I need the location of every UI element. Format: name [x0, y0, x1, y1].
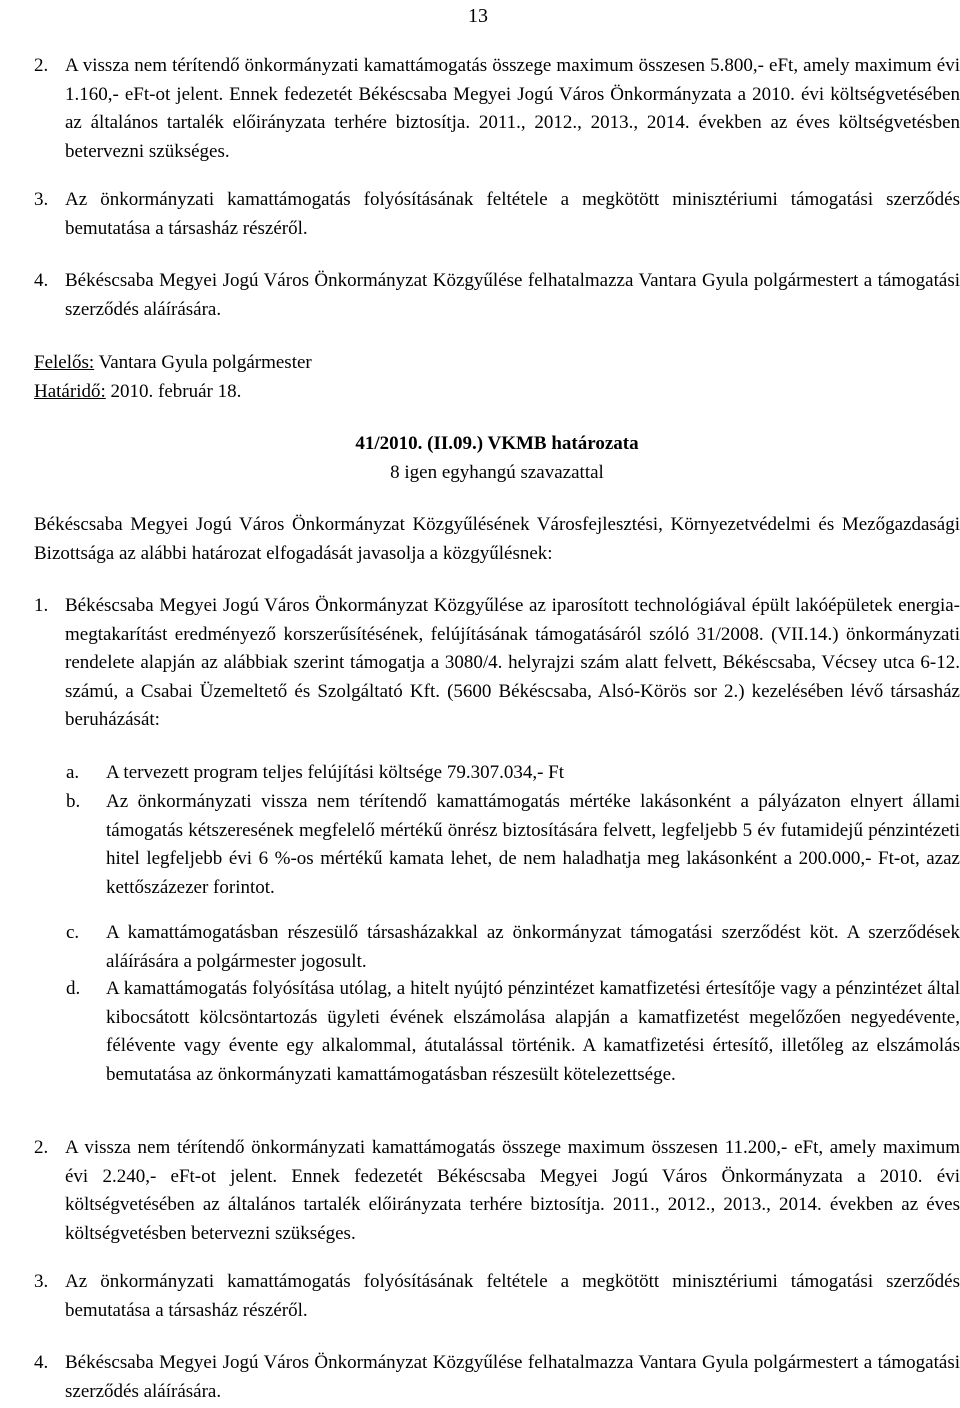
- sub-item-letter: d.: [66, 978, 81, 999]
- responsible-line: [34, 349, 312, 378]
- resolution-item-2: [34, 1134, 960, 1248]
- sub-item-a: [66, 759, 960, 788]
- list-item-number: 1.: [34, 595, 49, 616]
- list-item-4: [34, 267, 960, 324]
- list-item-number: 2.: [34, 1137, 49, 1158]
- sub-item-text: A kamattámogatás folyósítása utólag, a hitelt nyújtó pénzintézet kamatfizetési értesítője vagy a pénzintézet által kibocsátott kölcsöntartozás ügyleti évének elszámolása alapján a kamatfizetést megelőzően negyedévente, félévente vagy évente egy alkalommal, átutalással történik. A kamatfizetési értesítő, illetőleg az elszámolás bemutatása az önkormányzati kamattámogatásban részesült kötelezettsége.: [106, 978, 960, 1085]
- list-item-text: Az önkormányzati kamattámogatás folyósításának feltétele a megkötött minisztériumi támogatási szerződés bemutatása a társasház részéről.: [65, 1271, 960, 1321]
- sub-item-b: [66, 788, 960, 902]
- sub-item-text: A tervezett program teljes felújítási költsége 79.307.034,- Ft: [106, 762, 565, 783]
- responsible-value: Vantara Gyula polgármester: [98, 352, 312, 373]
- list-item-text: Békéscsaba Megyei Jogú Város Önkormányzat Közgyűlése az iparosított technológiával épült lakóépületek energia-megtakarítást eredményező korszerűsítésének, felújításának támogatásáról szóló 31/2008. (VII.14.) önkormányzati rendelete alapján az alábbiak szerint támogatja a 3080/4. helyrajzi szám alatt felvett, Békéscsaba, Vécsey utca 6-12. számú, a Csabai Üzemeltető és Szolgáltató Kft. (5600 Békéscsaba, Alsó-Körös sor 2.) kezelésében lévő társasház beruházását:: [65, 595, 960, 731]
- sub-item-text: Az önkormányzati vissza nem térítendő kamattámogatás mértéke lakásonként a pályázaton elnyert állami támogatás kétszeresének megfelelő mértékű önrész biztosítására felvett, legfeljebb 5 év futamidejű pénzintézeti hitel legfeljebb évi 6 %-os mértékű kamata lehet, de nem haladhatja meg lakásonként a 200.000,- Ft-ot, azaz kettőszázezer forintot.: [106, 791, 960, 898]
- resolution-title: 41/2010. (II.09.) VKMB határozata: [355, 433, 639, 454]
- list-item-number: 3.: [34, 189, 49, 210]
- sub-item-letter: b.: [66, 791, 81, 812]
- list-item-text: A vissza nem térítendő önkormányzati kamattámogatás összege maximum összesen 11.200,- eFt, amely maximum évi 2.240,- eFt-ot jelent. Ennek fedezetét Békéscsaba Megyei Jogú Város Önkormányzata a 2010. évi költségvetésében az általános tartalék előirányzata terhére biztosítja. 2011., 2012., 2013., 2014. években az éves költségvetésben betervezni szükséges.: [65, 1137, 960, 1244]
- list-item-number: 2.: [34, 55, 49, 76]
- resolution-vote: 8 igen egyhangú szavazattal: [390, 462, 604, 483]
- sub-item-letter: a.: [66, 762, 80, 783]
- deadline-line: [34, 378, 241, 407]
- deadline-value: 2010. február 18.: [110, 381, 242, 402]
- list-item-text: Békéscsaba Megyei Jogú Város Önkormányzat Közgyűlése felhatalmazza Vantara Gyula polgármestert a támogatási szerződés aláírására.: [65, 1352, 960, 1402]
- resolution-item-3: [34, 1268, 960, 1325]
- resolution-item-4: [34, 1349, 960, 1406]
- list-item-3: [34, 186, 960, 243]
- deadline-label: Határidő:: [34, 381, 106, 402]
- list-item-2: [34, 52, 960, 166]
- page-number: 13: [468, 5, 488, 27]
- list-item-number: 4.: [34, 1352, 49, 1373]
- sub-item-letter: c.: [66, 922, 80, 943]
- list-item-text: Békéscsaba Megyei Jogú Város Önkormányzat Közgyűlése felhatalmazza Vantara Gyula polgármestert a támogatási szerződés aláírására.: [65, 270, 960, 320]
- sub-item-d: [66, 975, 960, 1089]
- list-item-number: 3.: [34, 1271, 49, 1292]
- resolution-item-1: [34, 592, 960, 735]
- sub-item-text: A kamattámogatásban részesülő társasházakkal az önkormányzat támogatási szerződést köt. A szerződések aláírására a polgármester jogosult.: [106, 922, 960, 972]
- resolution-intro: Békéscsaba Megyei Jogú Város Önkormányzat Közgyűlésének Városfejlesztési, Környezetvédelmi és Mezőgazdasági Bizottsága az alábbi határozat elfogadását javasolja a közgyűlésnek:: [34, 514, 960, 564]
- sub-item-c: [66, 919, 960, 976]
- list-item-text: Az önkormányzati kamattámogatás folyósításának feltétele a megkötött minisztériumi támogatási szerződés bemutatása a társasház részéről.: [65, 189, 960, 239]
- list-item-number: 4.: [34, 270, 49, 291]
- list-item-text: A vissza nem térítendő önkormányzati kamattámogatás összege maximum összesen 5.800,- eFt, amely maximum évi 1.160,- eFt-ot jelent. Ennek fedezetét Békéscsaba Megyei Jogú Város Önkormányzata a 2010. évi költségvetésében az általános tartalék előirányzata terhére biztosítja. 2011., 2012., 2013., 2014. években az éves költségvetésben betervezni szükséges.: [65, 55, 960, 162]
- responsible-label: Felelős:: [34, 352, 95, 373]
